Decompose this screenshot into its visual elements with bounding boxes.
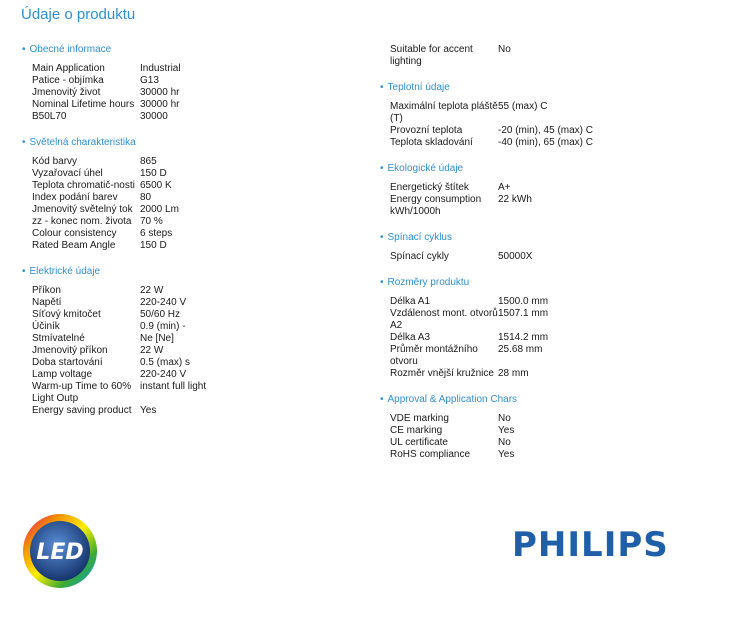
spec-row (22, 285, 362, 297)
spec-value: 0.5 (max) s (140, 357, 191, 368)
spec-row (22, 180, 362, 192)
spec-section (380, 394, 725, 461)
spec-row (380, 425, 725, 437)
spec-label: Colour consistency (32, 228, 117, 239)
spec-value: 220-240 V (140, 297, 187, 308)
spec-label: Stmívatelné (32, 333, 85, 344)
spec-section (22, 266, 362, 417)
spec-rows (22, 156, 362, 252)
spec-value: A+ (498, 182, 511, 193)
spec-row (380, 413, 725, 425)
spec-value: 0.9 (min) - (140, 321, 186, 332)
section-title (380, 277, 725, 289)
spec-value: 50/60 Hz (140, 309, 181, 320)
spec-row (380, 308, 725, 332)
spec-value: 28 mm (498, 368, 529, 379)
section-title (22, 44, 362, 56)
section-title (22, 137, 362, 149)
bullet-icon: • (380, 277, 384, 288)
spec-row (22, 87, 362, 99)
spec-row (380, 137, 725, 149)
spec-label: zz - konec nom. života (32, 216, 132, 227)
spec-label: Průměr montážního otvoru (390, 344, 478, 367)
spec-label: Teplota skladování (390, 137, 473, 148)
spec-row (380, 296, 725, 308)
spec-value: 150 D (140, 240, 167, 251)
bullet-icon: • (22, 137, 26, 148)
spec-value: No (498, 44, 511, 55)
spec-row (22, 228, 362, 240)
spec-section (380, 232, 725, 263)
spec-value: 2000 Lm (140, 204, 179, 215)
spec-value: Industrial (140, 63, 181, 74)
spec-label: Energy saving product (32, 405, 132, 416)
spec-label: Energetický štítek (390, 182, 469, 193)
section-title-text: Approval & Application Chars (387, 394, 518, 405)
spec-rows (380, 296, 725, 380)
spec-value: 80 (140, 192, 152, 203)
spec-row (22, 333, 362, 345)
spec-rows (380, 413, 725, 461)
spec-label: Jmenovitý světelný tok (32, 204, 133, 215)
spec-label: Délka A1 (390, 296, 431, 307)
spec-label: RoHS compliance (390, 449, 471, 460)
bullet-icon: • (380, 82, 384, 93)
spec-label: UL certificate (390, 437, 448, 448)
spec-label: Energy consumption kWh/1000h (390, 194, 482, 217)
spec-row (380, 368, 725, 380)
section-title-text: Ekologické údaje (387, 163, 464, 174)
spec-value: Yes (498, 449, 515, 460)
spec-row (22, 192, 362, 204)
spec-value: Ne [Ne] (140, 333, 174, 344)
spec-section (380, 277, 725, 380)
page-title: Údaje o produktu (21, 6, 136, 23)
spec-value: 22 W (140, 345, 164, 356)
spec-section (380, 163, 725, 218)
bullet-icon: • (22, 44, 26, 55)
spec-value: G13 (140, 75, 159, 86)
section-title (380, 232, 725, 244)
spec-value: No (498, 437, 511, 448)
spec-value: 30000 hr (140, 99, 180, 110)
spec-rows (380, 251, 725, 263)
spec-row (22, 240, 362, 252)
spec-label: Jmenovitý příkon (32, 345, 108, 356)
spec-row (22, 168, 362, 180)
spec-value: Yes (498, 425, 515, 436)
bullet-icon: • (22, 266, 26, 277)
spec-value: 220-240 V (140, 369, 187, 380)
spec-label: B50L70 (32, 111, 67, 122)
spec-value: -20 (min), 45 (max) C (498, 125, 594, 136)
spec-row (22, 309, 362, 321)
spec-value: 22 W (140, 285, 164, 296)
spec-label: Vyzařovací úhel (32, 168, 103, 179)
spec-label: Kód barvy (32, 156, 78, 167)
spec-rows-top (380, 44, 725, 68)
spec-value: No (498, 413, 511, 424)
spec-row (22, 156, 362, 168)
spec-label: Příkon (32, 285, 61, 296)
spec-value: -40 (min), 65 (max) C (498, 137, 594, 148)
spec-row (380, 344, 725, 368)
spec-value: 25.68 mm (498, 344, 543, 355)
spec-label: Rozměr vnější kružnice (390, 368, 494, 379)
section-title (22, 266, 362, 278)
spec-label: Index podání barev (32, 192, 118, 203)
spec-row (22, 345, 362, 357)
section-title-text: Obecné informace (29, 44, 112, 55)
spec-label: VDE marking (390, 413, 449, 424)
section-title-text: Rozměry produktu (387, 277, 470, 288)
spec-row (22, 405, 362, 417)
spec-label: Patice - objímka (32, 75, 104, 86)
spec-value: 6 steps (140, 228, 173, 239)
spec-value: 6500 K (140, 180, 172, 191)
spec-row (22, 297, 362, 309)
spec-value: 70 % (140, 216, 163, 227)
spec-label: CE marking (390, 425, 443, 436)
spec-label: Napětí (32, 297, 62, 308)
section-title (380, 394, 725, 406)
bullet-icon: • (380, 394, 384, 405)
spec-section (22, 44, 362, 123)
spec-section (22, 137, 362, 252)
spec-row (380, 194, 725, 218)
spec-label: Účiník (32, 321, 60, 332)
spec-section (380, 82, 725, 149)
spec-row (22, 99, 362, 111)
spec-row (22, 204, 362, 216)
spec-label: Warm-up Time to 60% Light Outp (32, 381, 132, 404)
spec-row (380, 182, 725, 194)
spec-label: Nominal Lifetime hours (32, 99, 135, 110)
spec-value: 1514.2 mm (498, 332, 549, 343)
spec-label: Rated Beam Angle (32, 240, 116, 251)
section-title (380, 163, 725, 175)
led-logo-text: LED (36, 540, 84, 565)
spec-row (22, 369, 362, 381)
spec-row (22, 75, 362, 87)
right-column (380, 44, 725, 475)
spec-label: Suitable for accent lighting (390, 44, 473, 67)
bullet-icon: • (380, 232, 384, 243)
spec-value: 1500.0 mm (498, 296, 549, 307)
spec-row (22, 381, 362, 405)
spec-value: 865 (140, 156, 157, 167)
spec-value: 50000X (498, 251, 533, 262)
section-title (380, 82, 725, 94)
spec-row (22, 111, 362, 123)
spec-rows (22, 63, 362, 123)
spec-rows (22, 285, 362, 417)
spec-label: Provozní teplota (390, 125, 463, 136)
spec-label: Síťový kmitočet (32, 309, 101, 320)
spec-row (22, 321, 362, 333)
spec-row (22, 63, 362, 75)
led-logo (22, 513, 98, 589)
spec-value: 55 (max) C (498, 101, 548, 112)
spec-label: Doba startování (32, 357, 103, 368)
philips-logo: PHILIPS (512, 525, 669, 565)
spec-value: 30000 (140, 111, 168, 122)
spec-label: Teplota chromatič-nosti (32, 180, 135, 191)
spec-label: Jmenovitý život (32, 87, 101, 98)
spec-row (380, 449, 725, 461)
section-title-text: Světelná charakteristika (29, 137, 136, 148)
spec-value: 150 D (140, 168, 167, 179)
spec-label: Maximální teplota pláště (T) (390, 101, 498, 124)
section-title-text: Elektrické údaje (29, 266, 101, 277)
spec-label: Vzdálenost mont. otvorů A2 (390, 308, 498, 331)
spec-row (380, 125, 725, 137)
spec-row (380, 101, 725, 125)
spec-label: Lamp voltage (32, 369, 93, 380)
spec-row (22, 216, 362, 228)
spec-value: Yes (140, 405, 157, 416)
spec-value: 30000 hr (140, 87, 180, 98)
section-title-text: Teplotní údaje (387, 82, 450, 93)
spec-value: instant full light (140, 381, 207, 392)
spec-value: 22 kWh (498, 194, 532, 205)
left-column (22, 44, 362, 431)
spec-rows (380, 101, 725, 149)
spec-row (380, 44, 725, 68)
spec-rows (380, 182, 725, 218)
spec-row (22, 357, 362, 369)
spec-value: 1507.1 mm (498, 308, 549, 319)
spec-row (380, 437, 725, 449)
spec-label: Main Application (32, 63, 105, 74)
spec-row (380, 251, 725, 263)
spec-label: Spínací cykly (390, 251, 449, 262)
section-title-text: Spínací cyklus (387, 232, 452, 243)
bullet-icon: • (380, 163, 384, 174)
spec-label: Délka A3 (390, 332, 431, 343)
spec-row (380, 332, 725, 344)
